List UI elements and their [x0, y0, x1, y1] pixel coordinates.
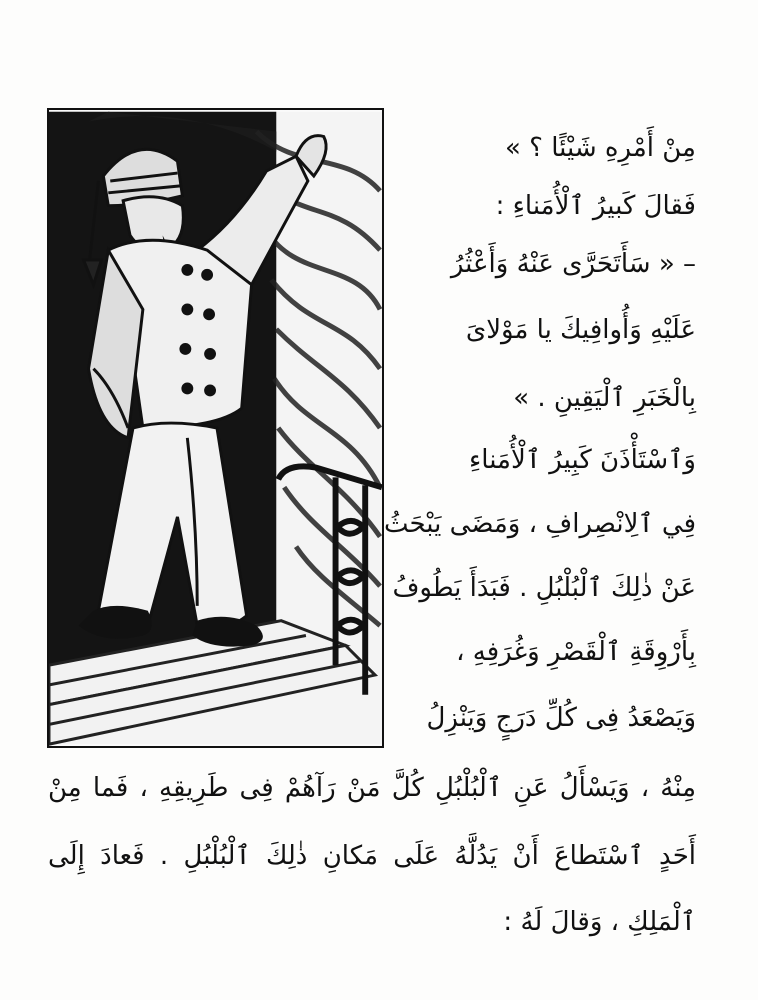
- text-line-3: – « سَأَتَحَرَّى عَنْهُ وَأَعْثُرُ: [450, 249, 696, 279]
- text-line-12: أَحَدٍ ٱسْتَطاعَ أَنْ يَدُلَّهُ عَلَى مَكانِ ذٰلِكَ ٱلْبُلْبُلِ . فَعادَ إِلَى: [48, 841, 696, 871]
- text-line-10: وَيَصْعَدُ فِى كُلِّ دَرَجٍ وَيَنْزِلُ: [426, 703, 696, 733]
- text-line-1: مِنْ أَمْرِهِ شَيْئًا ؟ »: [504, 133, 696, 163]
- text-line-11: مِنْهُ ، وَيَسْأَلُ عَنِ ٱلْبُلْبُلِ كُلَّ مَنْ رَآهُمْ فِى طَرِيقِهِ ، فَما مِنْ: [48, 773, 696, 803]
- text-line-9: بِأَرْوِقَةِ ٱلْقَصْرِ وَغُرَفِهِ ،: [456, 637, 696, 667]
- text-line-5: بِالْخَبَرِ ٱلْيَقِينِ . »: [513, 383, 696, 413]
- courtier-illustration: [47, 108, 384, 748]
- text-line-6: وَٱسْتَأْذَنَ كَبِيرُ ٱلْأُمَناءِ: [469, 445, 696, 475]
- text-line-7: فِي ٱلِانْصِرافِ ، وَمَضَى يَبْحَثُ: [383, 509, 696, 539]
- text-line-8: عَنْ ذٰلِكَ ٱلْبُلْبُلِ . فَبَدَأَ يَطُوفُ: [392, 573, 696, 603]
- text-line-4: عَلَيْهِ وَأُوافِيكَ يا مَوْلاىَ: [465, 315, 696, 345]
- text-line-13: ٱلْمَلِكِ ، وَقالَ لَهُ :: [503, 907, 696, 937]
- courtier-on-stairs-icon: [49, 110, 382, 746]
- text-line-2: فَقالَ كَبيرُ ٱلْأُمَناءِ :: [495, 191, 696, 221]
